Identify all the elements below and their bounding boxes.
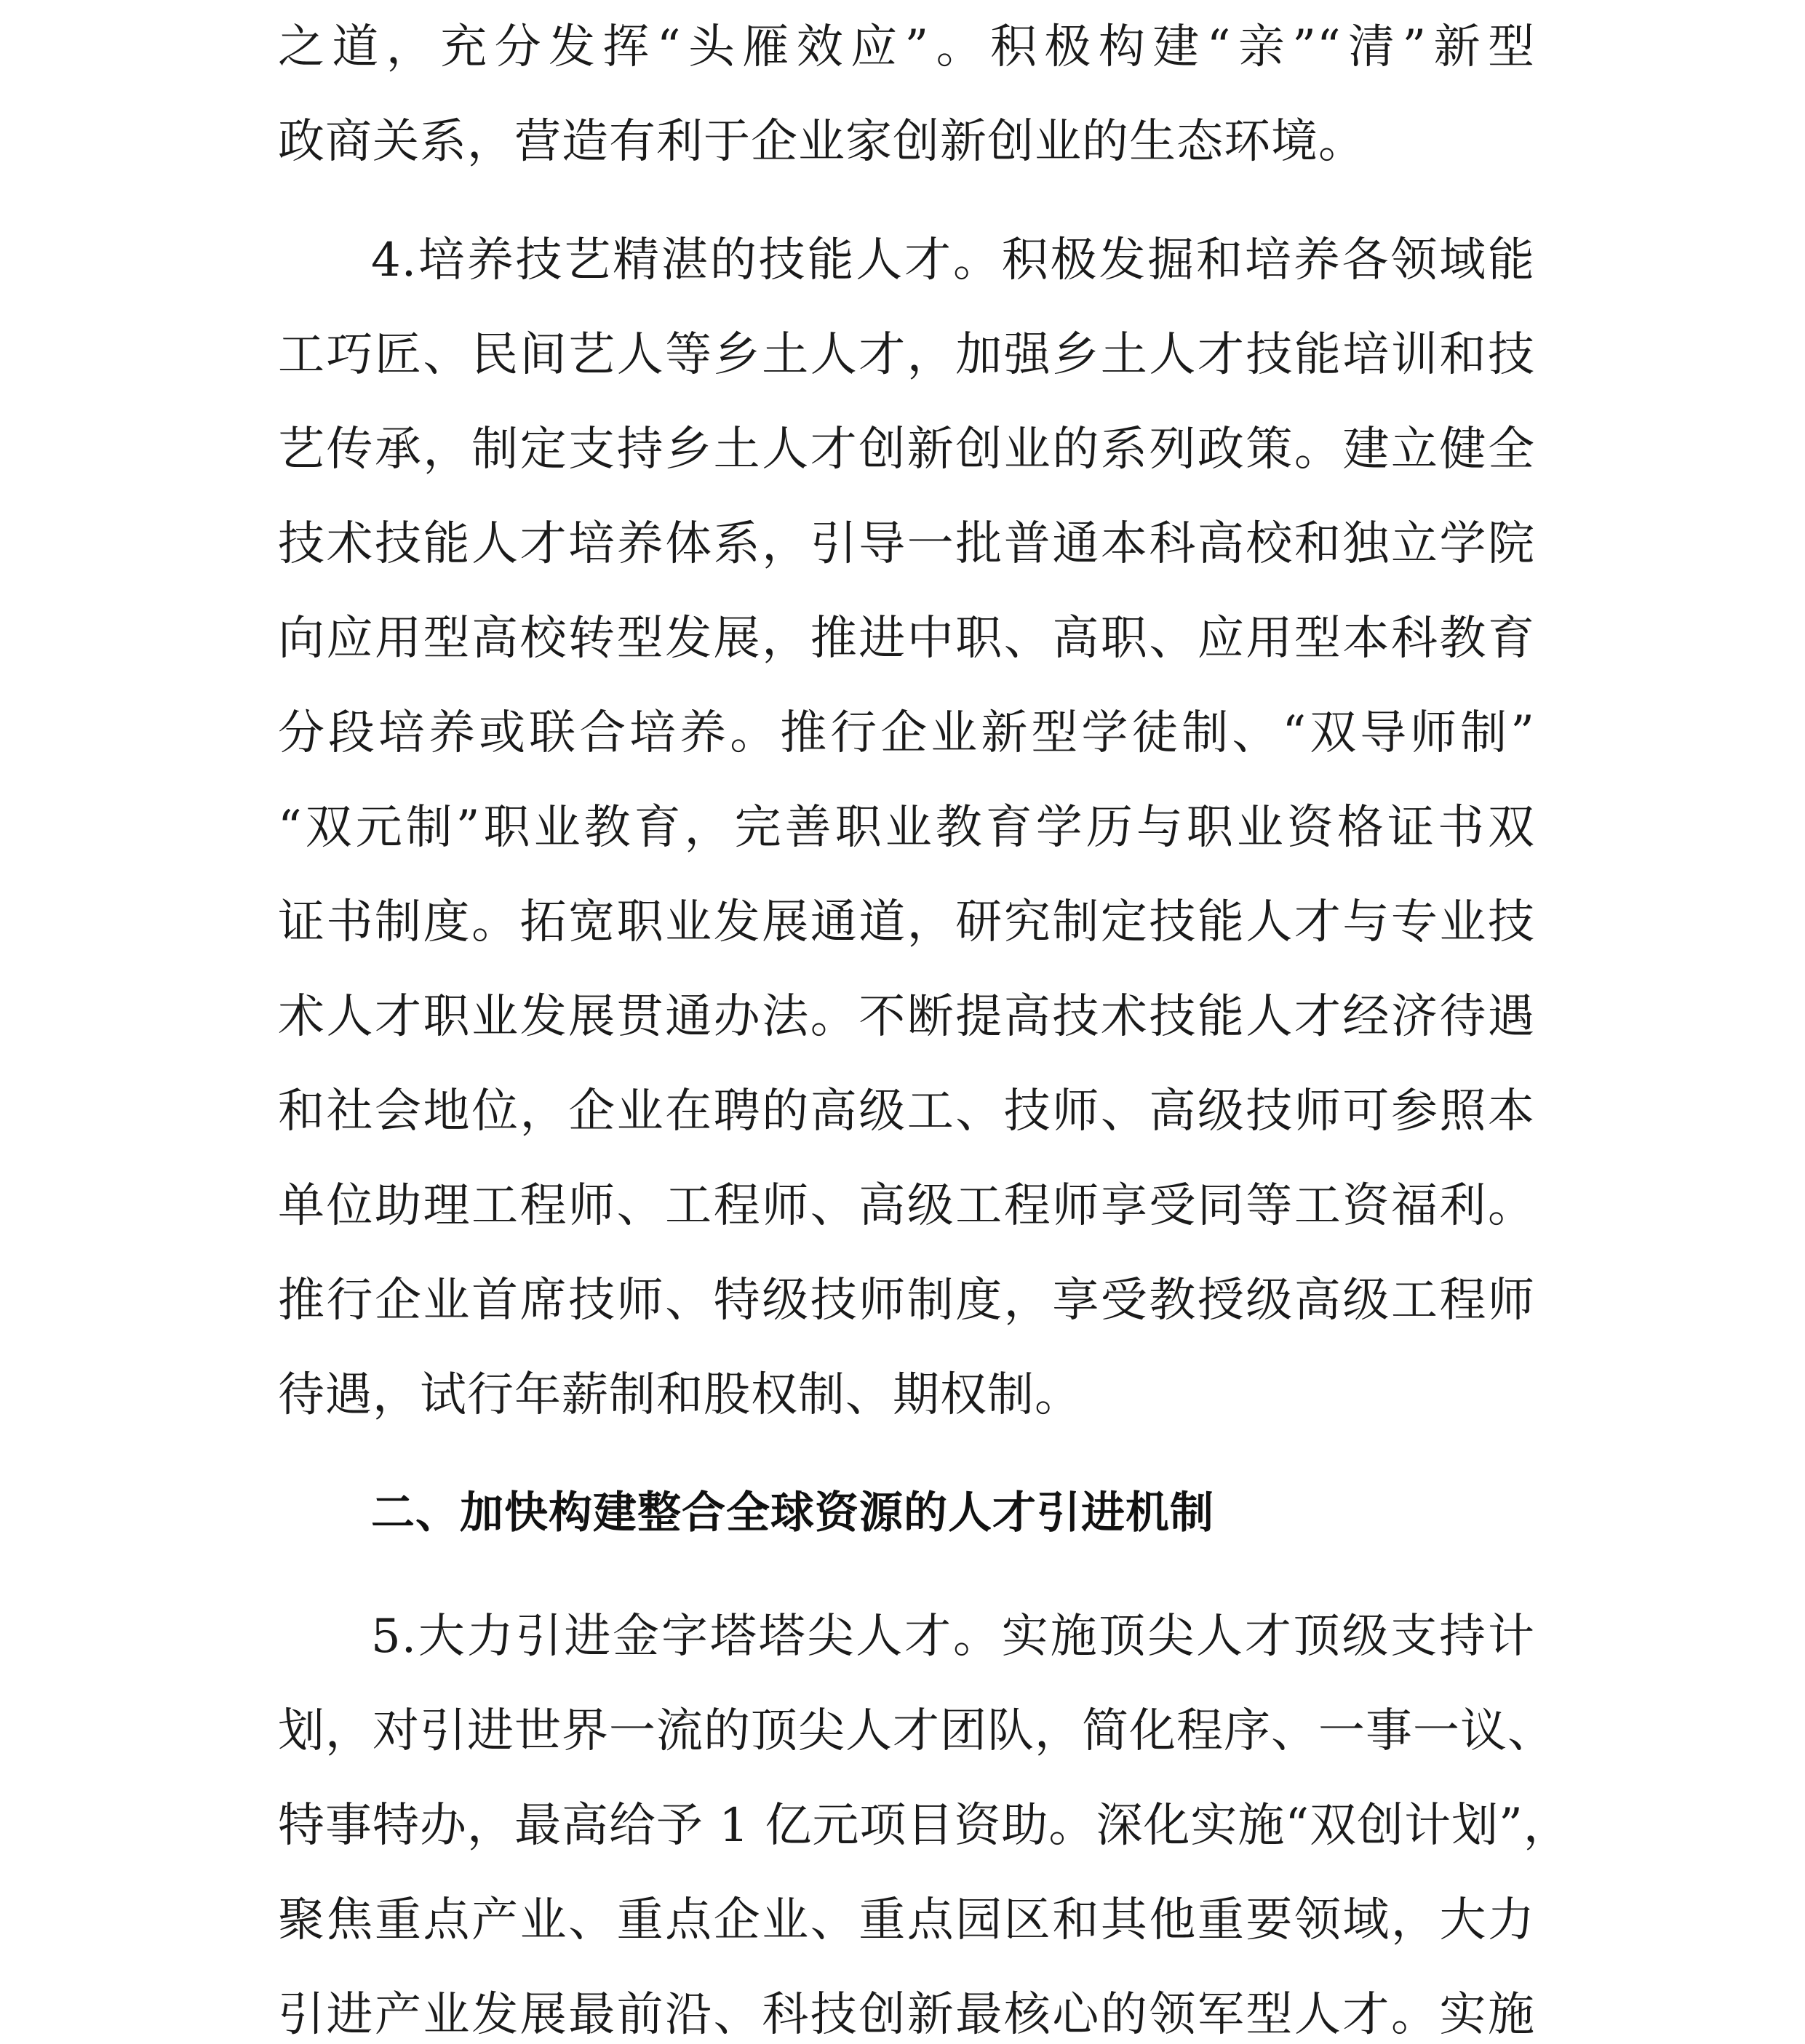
paragraph-line: 单位助理工程师、工程师、高级工程师享受同等工资福利。 — [278, 1179, 1535, 1233]
paragraph-line: 4.培养技艺精湛的技能人才。积极发掘和培养各领域能 — [371, 233, 1535, 287]
paragraph-line: 技术技能人才培养体系，引导一批普通本科高校和独立学院 — [278, 517, 1535, 571]
paragraph-line: 推行企业首席技师、特级技师制度，享受教授级高级工程师 — [278, 1274, 1535, 1328]
paragraph-line: 待遇，试行年薪制和股权制、期权制。 — [278, 1368, 1082, 1422]
paragraph-line: 分段培养或联合培养。推行企业新型学徒制、“双导师制” — [278, 706, 1535, 760]
paragraph-line: 工巧匠、民间艺人等乡土人才，加强乡土人才技能培训和技 — [278, 328, 1535, 382]
paragraph-line: 向应用型高校转型发展，推进中职、高职、应用型本科教育 — [278, 612, 1535, 666]
paragraph-line: 5.大力引进金字塔塔尖人才。实施顶尖人才顶级支持计 — [371, 1610, 1535, 1664]
paragraph-line: “双元制”职业教育，完善职业教育学历与职业资格证书双 — [278, 801, 1535, 855]
section-heading: 二、加快构建整合全球资源的人才引进机制 — [371, 1488, 1214, 1538]
paragraph-line: 引进产业发展最前沿、科技创新最核心的领军型人才。实施 — [278, 1988, 1535, 2042]
paragraph-line: 划，对引进世界一流的顶尖人才团队，简化程序、一事一议、 — [278, 1704, 1555, 1758]
paragraph-line: 艺传承，制定支持乡土人才创新创业的系列政策。建立健全 — [278, 423, 1535, 476]
paragraph-line: 之道，充分发挥“头雁效应”。积极构建“亲”“清”新型 — [278, 20, 1535, 74]
paragraph-line: 和社会地位，企业在聘的高级工、技师、高级技师可参照本 — [278, 1085, 1535, 1138]
paragraph-line: 特事特办，最高给予 1 亿元项目资助。深化实施“双创计划”， — [278, 1799, 1571, 1853]
paragraph-line: 证书制度。拓宽职业发展通道，研究制定技能人才与专业技 — [278, 895, 1535, 949]
paragraph-line: 政商关系，营造有利于企业家创新创业的生态环境。 — [278, 115, 1366, 169]
paragraph-line: 术人才职业发展贯通办法。不断提高技术技能人才经济待遇 — [278, 990, 1535, 1044]
paragraph-line: 聚焦重点产业、重点企业、重点园区和其他重要领域，大力 — [278, 1893, 1535, 1947]
